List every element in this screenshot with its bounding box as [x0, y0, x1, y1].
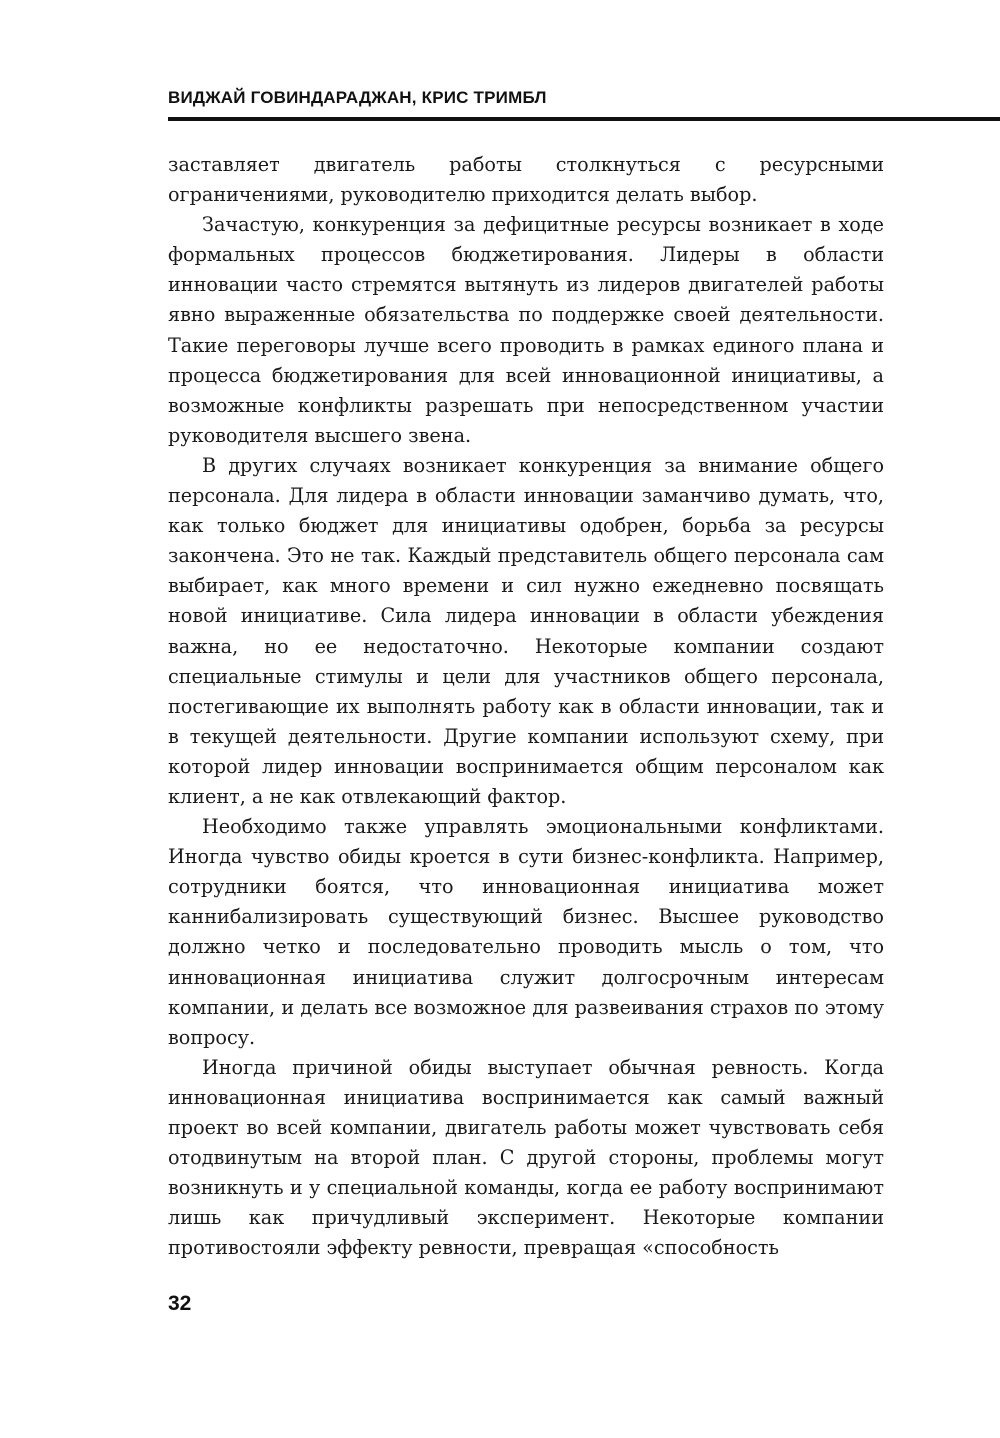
paragraph-jealousy: Иногда причиной обиды выступает обычная ревность. Когда инновационная инициатива воспринимается как самый важный проект во всей компании, двигатель работы может чувствовать себя отодвинутым на второй план. С другой стороны, проблемы могут возникнуть и у специальной команды, когда ее работу воспринимают лишь как причудливый эксперимент. Некоторые компании противостояли эффекту ревности, превращая «способность: [168, 1055, 884, 1260]
paragraph-emotional-conflicts: Необходимо также управлять эмоциональными конфликтами. Иногда чувство обиды кроется в сути бизнес-конфликта. Например, сотрудники боятся, что инновационная инициатива может каннибализировать существующий бизнес. Высшее руководство должно четко и последовательно проводить мысль о том, что инновационная инициатива служит долгосрочным интересам компании, и делать все возможное для развеивания страхов по этому вопросу.: [168, 815, 884, 1049]
paragraph-staff-attention: В других случаях возникает конкуренция за внимание общего персонала. Для лидера в области инновации заманчиво думать, что, как только бюджет для инициативы одобрен, борьба за ресурсы закончена. Это не так. Каждый представитель общего персонала сам выбирает, как много времени и сил нужно ежедневно посвящать новой инициативе. Сила лидера инновации в области убеждения важна, но ее недостаточно. Некоторые компании создают специальные стимулы и цели для участников общего персонала, постегивающие их выполнять работу как в области инновации, так и в текущей деятельности. Другие компании используют схему, при которой лидер инновации воспринимается общим персоналом как клиент, а не как отвлекающий фактор.: [168, 453, 884, 808]
header-rule: [168, 117, 1000, 121]
body-text: [168, 150, 884, 1263]
paragraph-continuation: заставляет двигатель работы столкнуться с ресурсными ограничениями, руководителю приходится делать выбор.: [168, 153, 884, 207]
page-number: 32: [168, 1292, 192, 1315]
paragraph-budget-competition: Зачастую, конкуренция за дефицитные ресурсы возникает в ходе формальных процессов бюджетирования. Лидеры в области инновации часто стремятся вытянуть из лидеров двигателей работы явно выраженные обязательства по поддержке своей деятельности. Такие переговоры лучше всего проводить в рамках единого плана и процесса бюджетирования для всей инновационной инициативы, а возможные конфликты разрешать при непосредственном участии руководителя высшего звена.: [168, 213, 884, 447]
running-header: ВИДЖАЙ ГОВИНДАРАДЖАН, КРИС ТРИМБЛ: [168, 88, 547, 107]
